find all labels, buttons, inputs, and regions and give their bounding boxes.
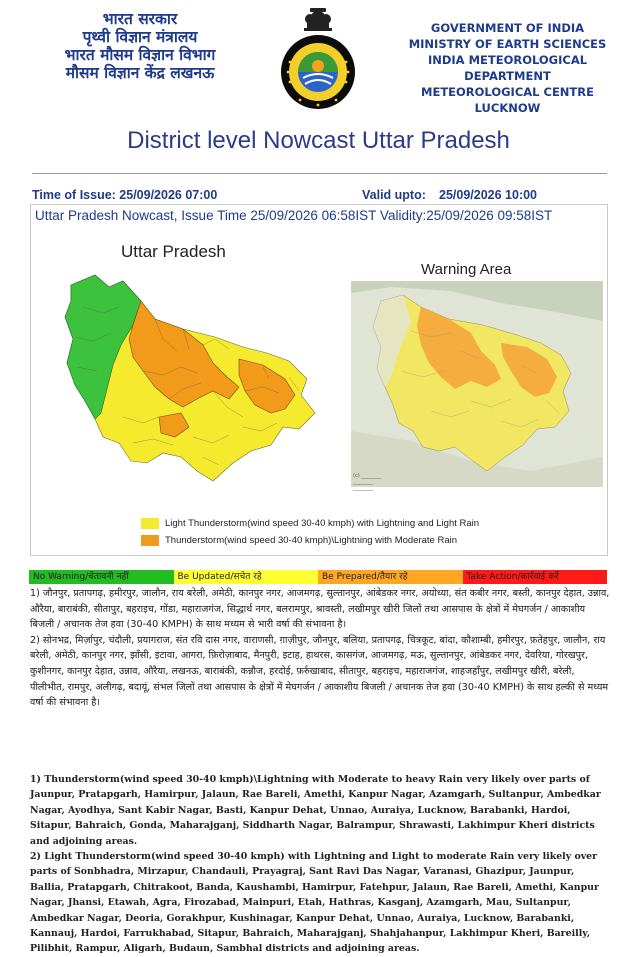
svg-text:.: . xyxy=(469,362,470,366)
hindi-paragraph-1: 1) जौनपुर, प्रतापगढ़, हमीरपुर, जालौन, राय बरेली, अमेठी, कानपुर नगर, आजमगढ़, सुल्तानपुर, आंबेडकर नगर, अयोध्या, संत कबीर नगर, बस्ती, कानपुर देहात, उन्नाव, औरैया, बाराबंकी, सीतापुर, बहराइच, गोंडा, महाराजगंज, सिद्धार्थ नगर, बलरामपुर, श्रावस्ती, लखीमपुर खीरी जिलों तथा आसपास के क्षेत्रों में मेघगर्जन / आकाशीय बिजली / अचानक तेज हवा (30-40 KMPH) के साथ मध्यम से भारी वर्षा की संभावना है। xyxy=(30,588,610,631)
legend-item-thunderstorm xyxy=(141,535,457,546)
uttar-pradesh-district-map xyxy=(63,267,333,489)
header-hindi-line-1: भारत सरकार xyxy=(102,10,178,28)
color-bar-take-action: Take Action/कार्रवाई करें xyxy=(463,570,608,584)
header-hindi xyxy=(40,10,240,82)
valid-upto-value: 25/09/2026 10:00 xyxy=(439,188,538,202)
english-paragraph-2: 2) Light Thunderstorm(wind speed 30-40 kmph) with Lightning and Light to moderate Rain very likely over parts of Sonbhadra, Mirzapur, Chandauli, Prayagraj, Sant Ravi Das Nagar, Varanasi, Ghazipur, Jaunpur, Ballia, Pratapgarh, Chitrakoot, Banda, Kaushambi, Hamirpur, Fatehpur, Jalaun, Rae Bareli, Amethi, Kanpur Nagar, Jhansi, Etawah, Agra, Firozabad, Mainpuri, Etah, Hathras, Kasganj, Azamgarh, Mau, Sultanpur, Ambedkar Nagar, Deoria, Gorakhpur, Kushinagar, Kanpur Dehat, Unnao, Auraiya, Lucknow, Barabanki, Kannauj, Hardoi, Farrukhabad, Sitapur, Bahraich, Maharajganj, Shahjahanpur, Lakhimpur Kheri, Bareilly, Pilibhit, Rampur, Aligarh, Budaun, Sambhal districts and adjoining areas. xyxy=(30,851,599,955)
header-english xyxy=(390,20,625,116)
header-english-line-2: MINISTRY OF EARTH SCIENCES xyxy=(408,37,607,51)
header-hindi-line-3: भारत मौसम विज्ञान विभाग xyxy=(64,46,216,64)
legend-swatch-yellow xyxy=(141,518,159,529)
nowcast-banner: Uttar Pradesh Nowcast, Issue Time 25/09/2026 06:58IST Validity:25/09/2026 09:58IST xyxy=(35,208,553,223)
title-divider xyxy=(32,173,607,174)
time-of-issue: Time of Issue: 25/09/2026 07:00 xyxy=(32,188,218,202)
svg-text:.: . xyxy=(451,388,452,392)
imd-emblem-icon xyxy=(270,6,366,110)
svg-text:.: . xyxy=(515,366,516,370)
warning-area-title: Warning Area xyxy=(421,261,512,278)
valid-upto-label: Valid upto: xyxy=(362,188,426,202)
legend-swatch-orange xyxy=(141,535,159,546)
english-forecast-text xyxy=(30,772,610,957)
header-english-line-1: GOVERNMENT OF INDIA xyxy=(430,21,585,35)
color-bar-be-updated: Be Updated/सचेत रहे xyxy=(174,570,319,584)
state-map-title: Uttar Pradesh xyxy=(121,242,226,261)
legend-item-light-thunderstorm xyxy=(141,518,479,529)
page-title: District level Nowcast Uttar Pradesh xyxy=(127,127,510,154)
nowcast-map-panel xyxy=(30,204,608,556)
svg-text:.: . xyxy=(427,322,428,326)
map-copyright: (c) ________ ________ ________ xyxy=(353,473,382,491)
header-english-line-4: METEOROLOGICAL CENTRE LUCKNOW xyxy=(421,85,594,115)
legend-label: Thunderstorm(wind speed 30-40 kmph)\Lightning with Moderate Rain xyxy=(165,535,458,547)
warning-color-bar xyxy=(29,570,607,584)
warning-area-map xyxy=(351,281,603,487)
color-bar-be-prepared: Be Prepared/तैयार रहे xyxy=(318,570,463,584)
header-english-line-3: INDIA METEOROLOGICAL DEPARTMENT xyxy=(427,53,588,83)
hindi-paragraph-2: 2) सोनभद्र, मिर्ज़ापुर, चंदौली, प्रयागराज, संत रवि दास नगर, वाराणसी, ग़ाज़ीपुर, जौनपुर, बलिया, प्रतापगढ़, चित्रकूट, बांदा, कौशाम्बी, हमीरपुर, फ़तेहपुर, जालौन, राय बरेली, अमेठी, कानपुर नगर, झाँसी, इटावा, आगरा, फ़िरोज़ाबाद, मैनपुरी, इटाह, हाथरस, कासगंज, आजमगढ़, मऊ, सुल्तानपुर, आंबेडकर नगर, देवरिया, गोरखपुर, कुशीनगर, कानपुर देहात, उन्नाव, औरैया, लखनऊ, बाराबंकी, कन्नौज, हरदोई, फ़र्रुखाबाद, सीतापुर, बहराइच, महाराजगंज, शाहजहाँपुर, लखीमपुर खीरी, बरेली, पीलीभीत, रामपुर, अलीगढ़, बदायूं, संभल जिलों तथा आसपास के क्षेत्रों में मेघगर्जन / आकाशीय बिजली / अचानक तेज हवा (30-40 KMPH) के साथ हल्की से मध्यम वर्षा की संभावना है। xyxy=(30,634,609,709)
legend-label: Light Thunderstorm(wind speed 30-40 kmph) with Lightning and Light Rain xyxy=(165,518,480,530)
svg-text:.: . xyxy=(491,408,492,412)
hindi-forecast-text xyxy=(30,586,610,711)
header-hindi-line-4: मौसम विज्ञान केंद्र लखनऊ xyxy=(65,64,215,82)
english-paragraph-1: 1) Thunderstorm(wind speed 30-40 kmph)\Lightning with Moderate to heavy Rain very likely over parts of Jaunpur, Pratapgarh, Hamirpur, Jalaun, Rae Bareli, Amethi, Kanpur Nagar, Azamgarh, Sultanpur, Ambedkar Nagar, Ayodhya, Sant Kabir Nagar, Basti, Kanpur Dehat, Unnao, Auraiya, Lucknow, Barabanki, Hardoi, Sitapur, Bahraich, Gonda, Maharajganj, Siddharth Nagar, Balrampur, Shrawasti, Lakhimpur Kheri districts and adjoining areas. xyxy=(30,774,601,847)
color-bar-no-warning: No Warning/चेतावनी नहीं xyxy=(29,570,174,584)
header-hindi-line-2: पृथ्वी विज्ञान मंत्रालय xyxy=(82,28,198,46)
